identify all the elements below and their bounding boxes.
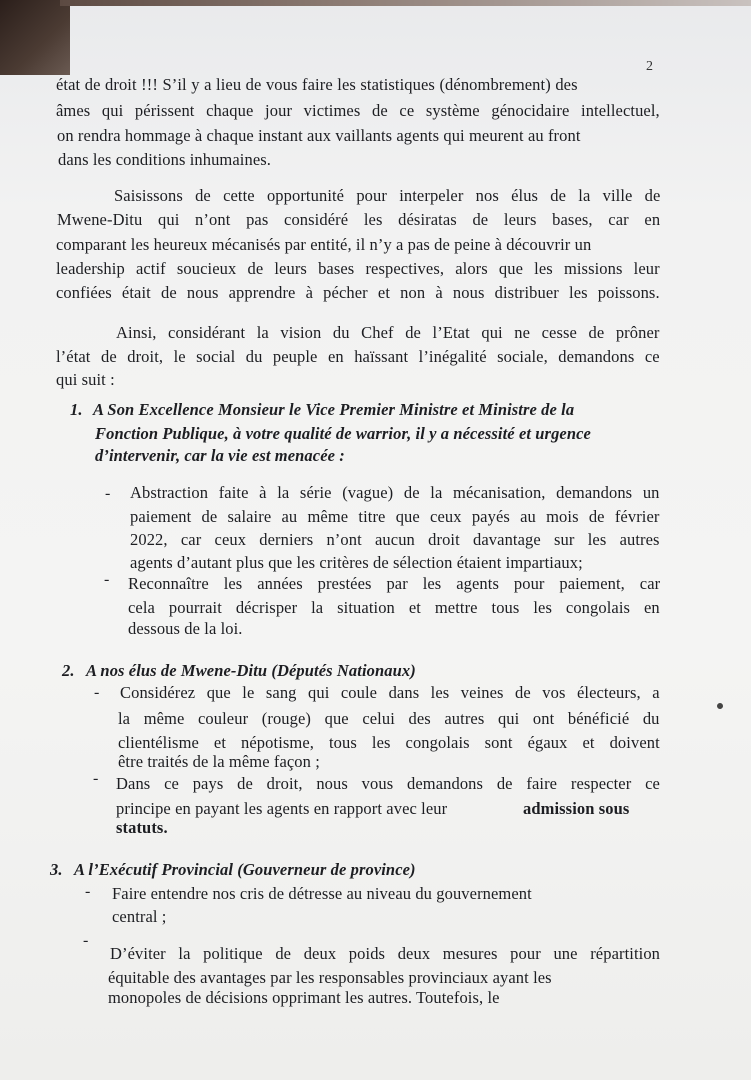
intro-line-1: état de droit !!! S’il y a lieu de vous faire les statistiques (dénombrement) des — [56, 75, 578, 94]
s3-bullet2-line-2: équitable des avantages par les responsables provinciaux ayant les — [108, 968, 552, 987]
bullet-dash: - — [85, 883, 91, 900]
s2-bullet2-line-3: statuts. — [116, 818, 168, 837]
para3-line-3: qui suit : — [56, 370, 115, 389]
intro-line-2: âmes qui périssent chaque jour victimes de ce système génocidaire intellectuel, — [56, 101, 660, 120]
section2-number: 2. — [62, 661, 75, 680]
para3-line-1: Ainsi, considérant la vision du Chef de l’Etat qui ne cesse de prôner — [116, 323, 660, 342]
intro-line-4: dans les conditions inhumaines. — [58, 150, 271, 169]
s2-bullet1-line-4: être traités de la même façon ; — [118, 752, 320, 771]
s2-bullet2-line-1: Dans ce pays de droit, nous vous demandons de faire respecter ce — [116, 774, 660, 793]
para2-line-3: comparant les heureux mécanisés par entité, il n’y a pas de peine à découvrir un — [56, 235, 592, 254]
bullet-dash: - — [83, 932, 89, 949]
para2-line-1: Saisissons de cette opportunité pour interpeler nos élus de la ville de — [114, 186, 661, 205]
s1-bullet2-line-2: cela pourrait décrisper la situation et mettre tous les congolais en — [128, 598, 660, 617]
section1-heading-line-1: A Son Excellence Monsieur le Vice Premier Ministre et Ministre de la — [93, 400, 575, 419]
s2-bullet2-line-2b: admission sous — [523, 799, 630, 818]
s3-bullet2-line-3: monopoles de décisions opprimant les autres. Toutefois, le — [108, 988, 500, 1007]
s2-bullet1-line-2: la même couleur (rouge) que celui des autres qui ont bénéficié du — [118, 709, 660, 728]
page-number: 2 — [646, 59, 653, 74]
s2-bullet1-line-1: Considérez que le sang qui coule dans les veines de vos électeurs, a — [120, 683, 660, 702]
para2-line-4: leadership actif soucieux de leurs bases respectives, alors que les missions leur — [56, 259, 660, 278]
para2-line-2: Mwene-Ditu qui n’ont pas considéré les désiratas de leurs bases, car en — [57, 210, 661, 229]
paper-edge — [60, 0, 751, 6]
bullet-dash: - — [104, 571, 110, 588]
s1-bullet1-line-3: 2022, car ceux derniers n’ont aucun droit davantage sur les autres — [130, 530, 660, 549]
section3-heading: A l’Exécutif Provincial (Gouverneur de province) — [74, 860, 416, 879]
bullet-dash: - — [94, 684, 100, 701]
para3-line-2: l’état de droit, le social du peuple en haïssant l’inégalité sociale, demandons ce — [56, 347, 660, 366]
section3-number: 3. — [50, 860, 63, 879]
s3-bullet1-line-1: Faire entendre nos cris de détresse au niveau du gouvernement — [112, 884, 532, 903]
bullet-dash: - — [105, 485, 111, 502]
section2-heading: A nos élus de Mwene-Ditu (Députés Nationaux) — [86, 661, 416, 680]
s3-bullet2-line-1: D’éviter la politique de deux poids deux mesures pour une répartition — [110, 944, 661, 963]
s1-bullet1-line-4: agents d’autant plus que les critères de sélection étaient impartiaux; — [130, 553, 583, 572]
intro-line-3: on rendra hommage à chaque instant aux vaillants agents qui meurent au front — [57, 126, 581, 145]
s1-bullet1-line-1: Abstraction faite à la série (vague) de la mécanisation, demandons un — [130, 483, 660, 502]
section1-heading-line-2: Fonction Publique, à votre qualité de warrior, il y a nécessité et urgence — [95, 424, 591, 443]
section1-number: 1. — [70, 400, 83, 419]
background-corner — [0, 0, 70, 75]
s3-bullet1-line-2: central ; — [112, 907, 167, 926]
para2-line-5: confiées était de nous apprendre à pécher et non à nous distribuer les poissons. — [56, 283, 660, 302]
s1-bullet1-line-2: paiement de salaire au même titre que ceux payés au mois de février — [130, 507, 660, 526]
s2-bullet1-line-3: clientélisme et népotisme, tous les congolais sont égaux et doivent — [118, 733, 660, 752]
section1-heading-line-3: d’intervenir, car la vie est menacée : — [95, 446, 345, 465]
s2-bullet2-line-2a: principe en payant les agents en rapport avec leur — [116, 799, 448, 818]
s1-bullet2-line-1: Reconnaître les années prestées par les agents pour paiement, car — [128, 574, 661, 593]
s1-bullet2-line-3: dessous de la loi. — [128, 619, 243, 638]
bullet-dash: - — [93, 770, 99, 787]
